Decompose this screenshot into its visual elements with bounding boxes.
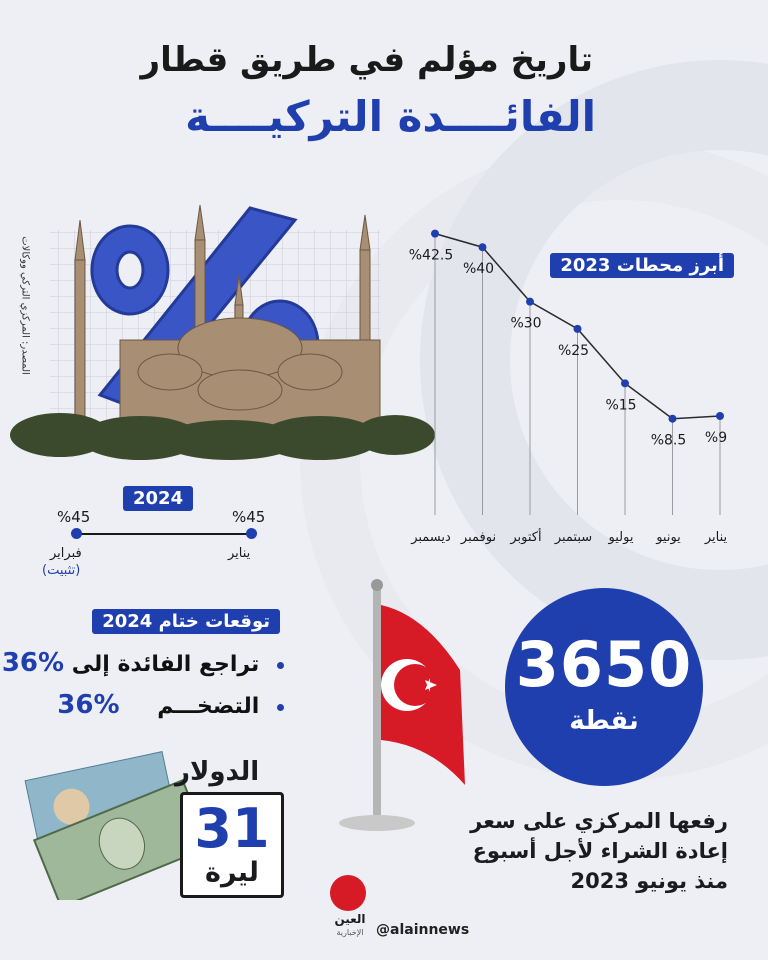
x-tick-label: سبتمبر [554,530,593,545]
x-tick-label: يوليو [608,530,634,545]
dollar-rate-value: 31 [194,797,270,860]
data-label: %42.5 [408,247,454,264]
value-feb-2024: %45 [57,508,91,526]
turkish-flag [335,575,475,835]
month-feb-2024: فبراير [50,546,82,561]
forecast-badge: توقعات ختام 2024 [92,609,280,634]
badge-2024: 2024 [123,486,193,511]
forecast-inflation-value: 36% [57,690,120,720]
mosque-illustration [10,200,435,465]
data-point [526,298,534,306]
data-point [716,412,724,420]
month-jan-2024: يناير [228,546,251,561]
circle-description [468,806,728,896]
data-point [574,325,582,333]
dollar-rate-box [180,792,284,898]
x-tick-label: أكتوبر [510,530,542,545]
chart-title-badge: أبرز محطات 2023 [550,253,734,278]
points-unit: نقطة [569,706,639,736]
forecast-rate-value: 36% [1,648,65,678]
timeline-dot-jan [246,528,257,539]
bullet-icon [277,704,284,711]
data-label: %25 [557,342,590,359]
source-note: المصدر: المركزي التركي ووكالات [19,236,31,375]
data-label: %30 [510,315,542,332]
title-line-1: تاريخ مؤلم في طريق قطار [140,40,593,80]
data-label: %15 [605,397,637,414]
forecast-item-inflation [57,690,284,720]
brand-sub: الإخبارية [336,928,364,937]
brand-name: العين [334,912,366,926]
x-tick-label: يناير [704,530,728,545]
points-circle [505,588,703,786]
alain-logo-icon [330,875,366,911]
data-label: %9 [704,430,728,446]
forecast-item-rate [2,648,284,678]
note-feb-2024: (تثبيت) [42,563,81,578]
x-tick-label: نوفمبر [460,530,497,545]
social-handle: @alainnews [376,922,470,938]
timeline-2024 [76,533,256,535]
bullet-icon [277,662,284,669]
circle-text-line: رفعها المركزي على سعر [470,809,728,833]
x-tick-label: ديسمبر [411,530,451,545]
title-line-2: الفائــــدة التركيــــة [185,92,596,141]
data-point [431,230,439,238]
circle-text-line: منذ يونيو 2023 [570,869,728,893]
data-point [669,415,677,423]
x-tick-label: يونيو [656,530,681,545]
data-label: %40 [462,261,495,278]
forecast-rate-label: تراجع الفائدة إلى [71,652,260,677]
data-point [621,379,629,387]
dollar-label: الدولار [175,757,260,787]
timeline-dot-feb [71,528,82,539]
data-point [479,243,487,251]
value-jan-2024: %45 [232,508,266,526]
forecast-inflation-label: التضخـــم [157,694,260,719]
dollar-rate-unit: ليرة [205,857,259,888]
points-number: 3650 [515,628,693,701]
banknotes-illustration [15,740,200,900]
data-label: %8.5 [650,432,687,449]
circle-text-line: إعادة الشراء لأجل أسبوع [472,839,728,863]
